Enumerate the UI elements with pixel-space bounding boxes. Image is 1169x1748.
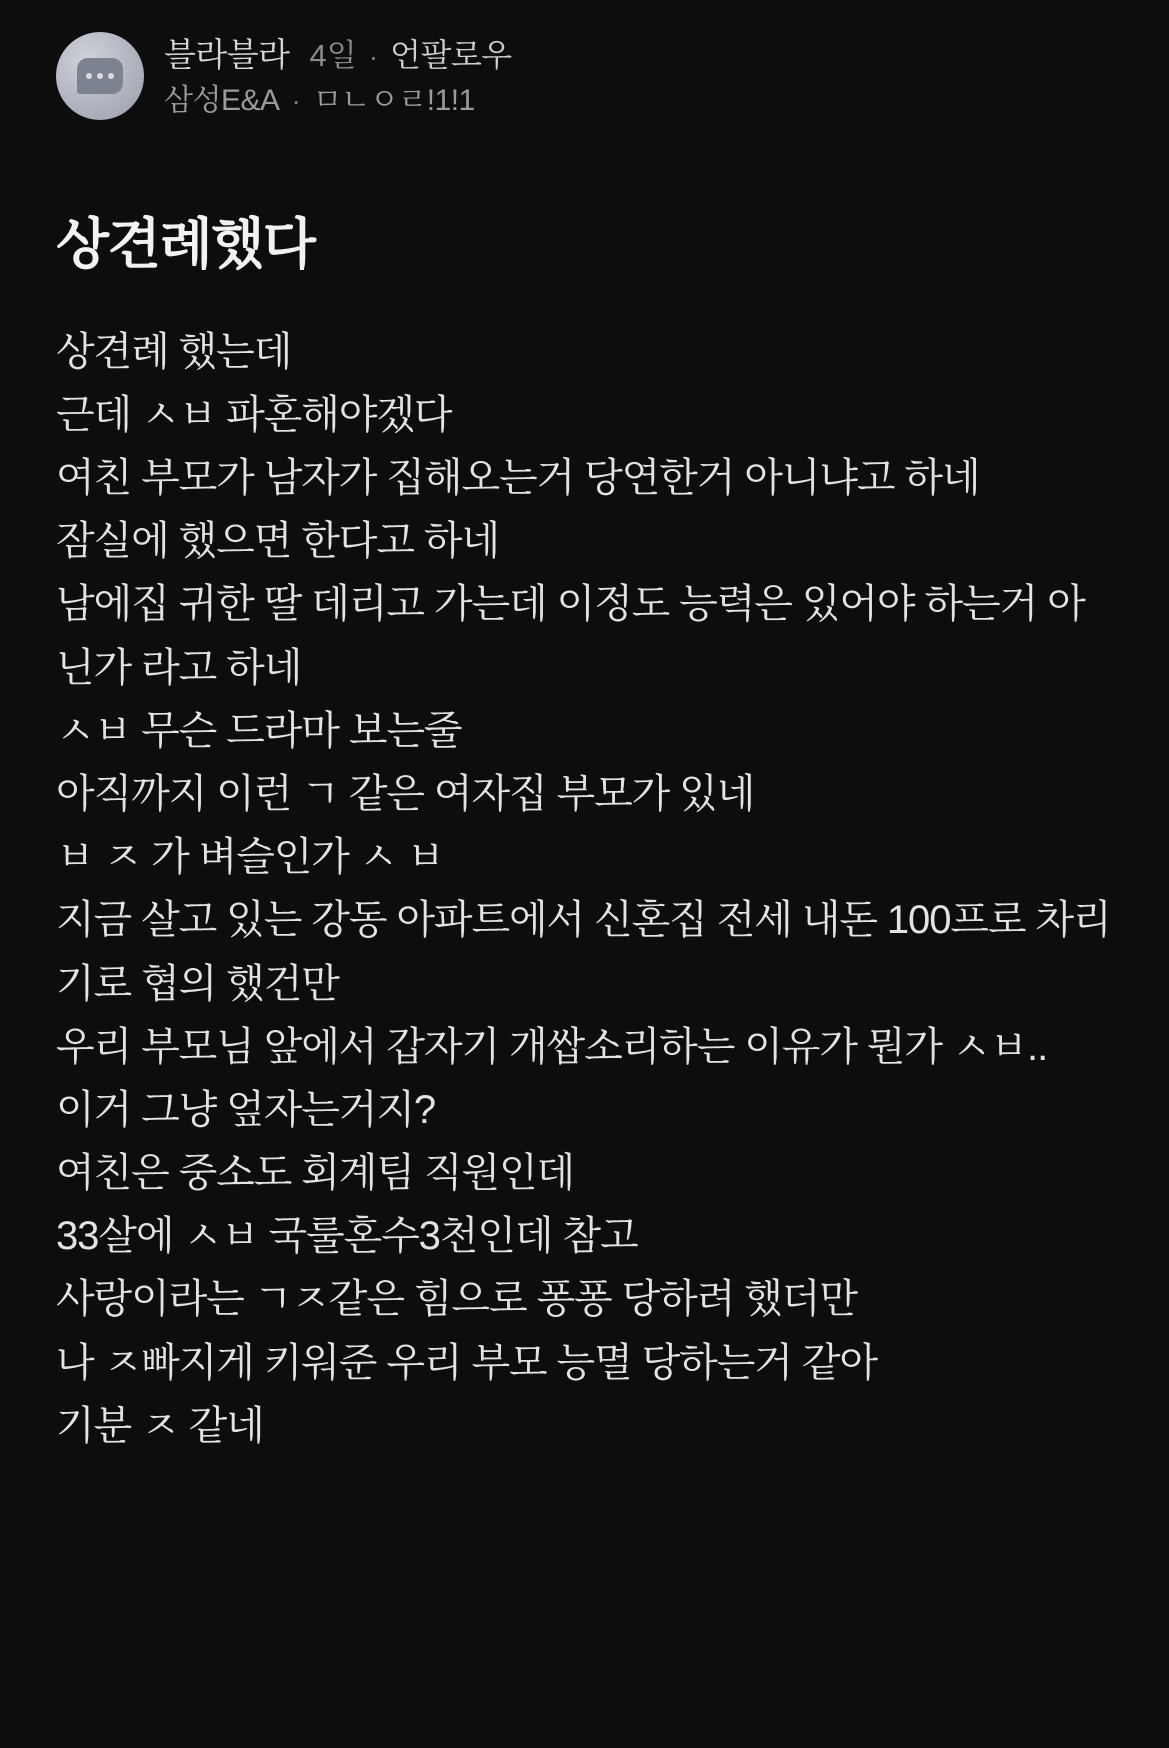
post-body xyxy=(0,321,1169,1458)
post-timestamp: 4일 xyxy=(309,38,357,73)
post-body-line: 상견례 했는데 xyxy=(56,329,292,374)
unfollow-button[interactable]: 언팔로우 xyxy=(390,37,512,73)
meta-separator: · xyxy=(368,41,379,72)
page-title: 상견례했다 xyxy=(56,212,315,275)
post-body-line: 여친은 중소도 회계팀 직원인데 xyxy=(56,1151,575,1196)
post-body-line: 근데 ㅅㅂ 파혼해야겠다 xyxy=(56,392,452,437)
post-header xyxy=(0,26,1169,121)
post-body-line: ㅅㅂ 무슨 드라마 보는줄 xyxy=(56,708,462,753)
post-meta xyxy=(164,26,512,121)
post-meta-primary xyxy=(164,34,512,76)
post-body-line: 이거 그냥 엎자는거지? xyxy=(56,1087,436,1132)
post-body-line: 사랑이라는 ㄱㅈ같은 힘으로 퐁퐁 당하려 했더만 xyxy=(56,1277,857,1322)
post-body-line: 지금 살고 있는 강동 아파트에서 신혼집 전세 내돈 100프로 차리기로 협의 했건만 xyxy=(56,898,1111,1006)
avatar[interactable] xyxy=(56,32,144,120)
post-body-line: ㅂ ㅈ 가 벼슬인가 ㅅ ㅂ xyxy=(56,835,444,880)
post-body-line: 기분 ㅈ 같네 xyxy=(56,1403,264,1448)
post-body-line: 우리 부모님 앞에서 갑자기 개쌉소리하는 이유가 뭔가 ㅅㅂ.. xyxy=(56,1024,1048,1069)
author-nickname: ㅁㄴㅇㄹ!1!1 xyxy=(312,84,475,118)
post-body-line: 남에집 귀한 딸 데리고 가는데 이정도 능력은 있어야 하는거 아닌가 라고 하네 xyxy=(56,582,1085,690)
company-separator: · xyxy=(291,85,301,117)
post-meta-secondary xyxy=(164,82,512,120)
company-name: 삼성E&A xyxy=(164,84,280,118)
post-body-line: 아직까지 이런 ㄱ 같은 여자집 부모가 있네 xyxy=(56,771,755,816)
board-name[interactable]: 블라블라 xyxy=(164,36,290,73)
post-body-line: 33살에 ㅅㅂ 국룰혼수3천인데 참고 xyxy=(56,1214,638,1259)
post-body-line: 잠실에 했으면 한다고 하네 xyxy=(56,519,499,564)
speech-bubble-icon xyxy=(77,58,123,94)
post-body-line: 나 ㅈ빠지게 키워준 우리 부모 능멸 당하는거 같아 xyxy=(56,1340,877,1385)
post-body-line: 여친 부모가 남자가 집해오는거 당연한거 아니냐고 하네 xyxy=(56,456,980,500)
